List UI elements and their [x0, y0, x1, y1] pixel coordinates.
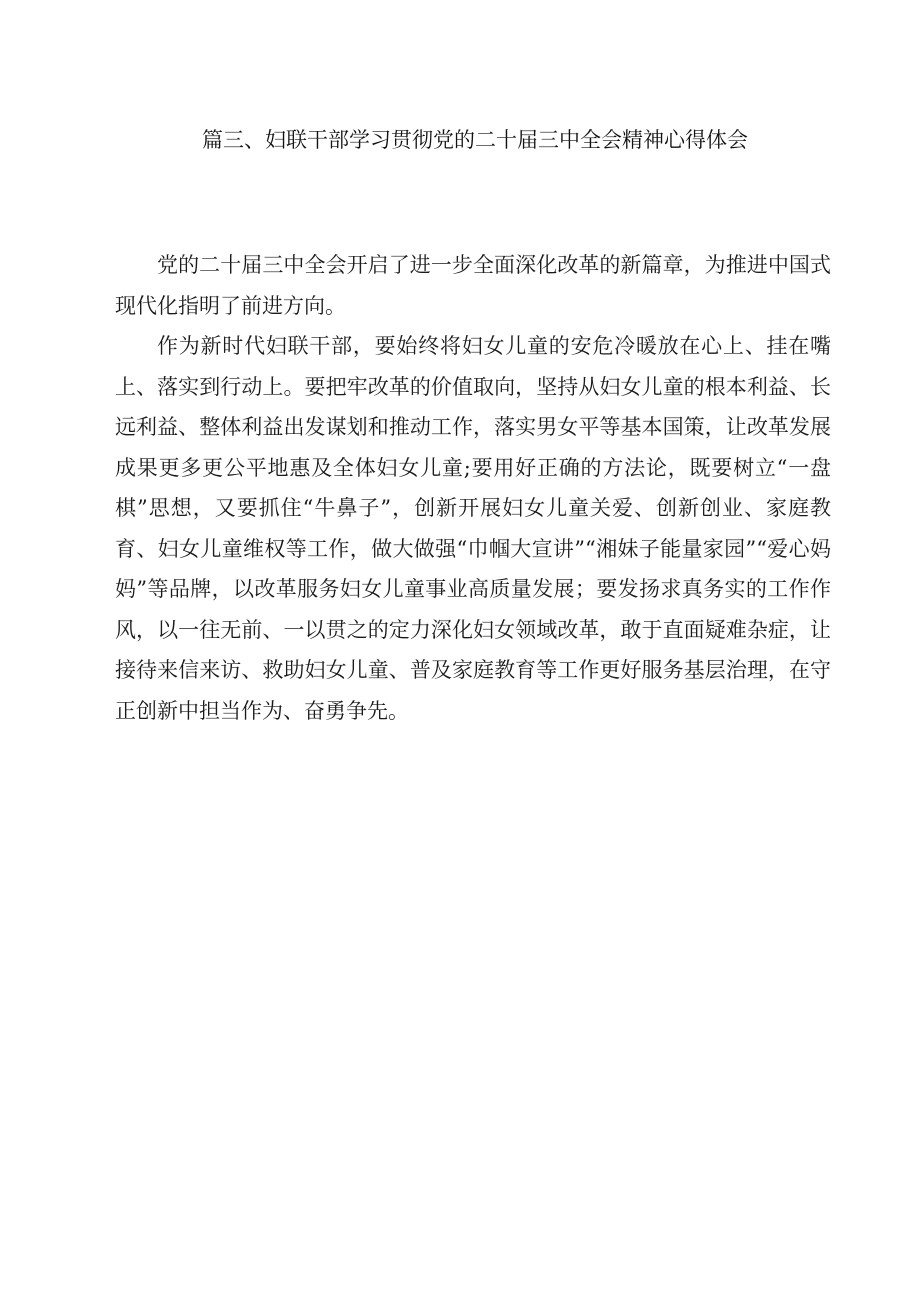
document-body — [115, 245, 831, 731]
document-title: 篇三、妇联干部学习贯彻党的二十届三中全会精神心得体会 — [202, 128, 748, 152]
paragraph-1: 党的二十届三中全会开启了进一步全面深化改革的新篇章，为推进中国式现代化指明了前进方向。 — [115, 253, 831, 318]
paragraph-2: 作为新时代妇联干部，要始终将妇女儿童的安危冷暖放在心上、挂在嘴上、落实到行动上。要把牢改革的价值取向，坚持从妇女儿童的根本利益、长远利益、整体利益出发谋划和推动工作，落实男女平等基本国策，让改革发展成果更多更公平地惠及全体妇女儿童;要用好正确的方法论，既要树立“一盘棋”思想，又要抓住“牛鼻子”，创新开展妇女儿童关爱、创新创业、家庭教育、妇女儿童维权等工作，做大做强“巾帼大宣讲”“湘妹子能量家园”“爱心妈妈”等品牌，以改革服务妇女儿童事业高质量发展；要发扬求真务实的工作作风，以一往无前、一以贯之的定力深化妇女领域改革，敢于直面疑难杂症，让接待来信来访、救助妇女儿童、普及家庭教育等工作更好服务基层治理，在守正创新中担当作为、奋勇争先。 — [115, 334, 831, 723]
